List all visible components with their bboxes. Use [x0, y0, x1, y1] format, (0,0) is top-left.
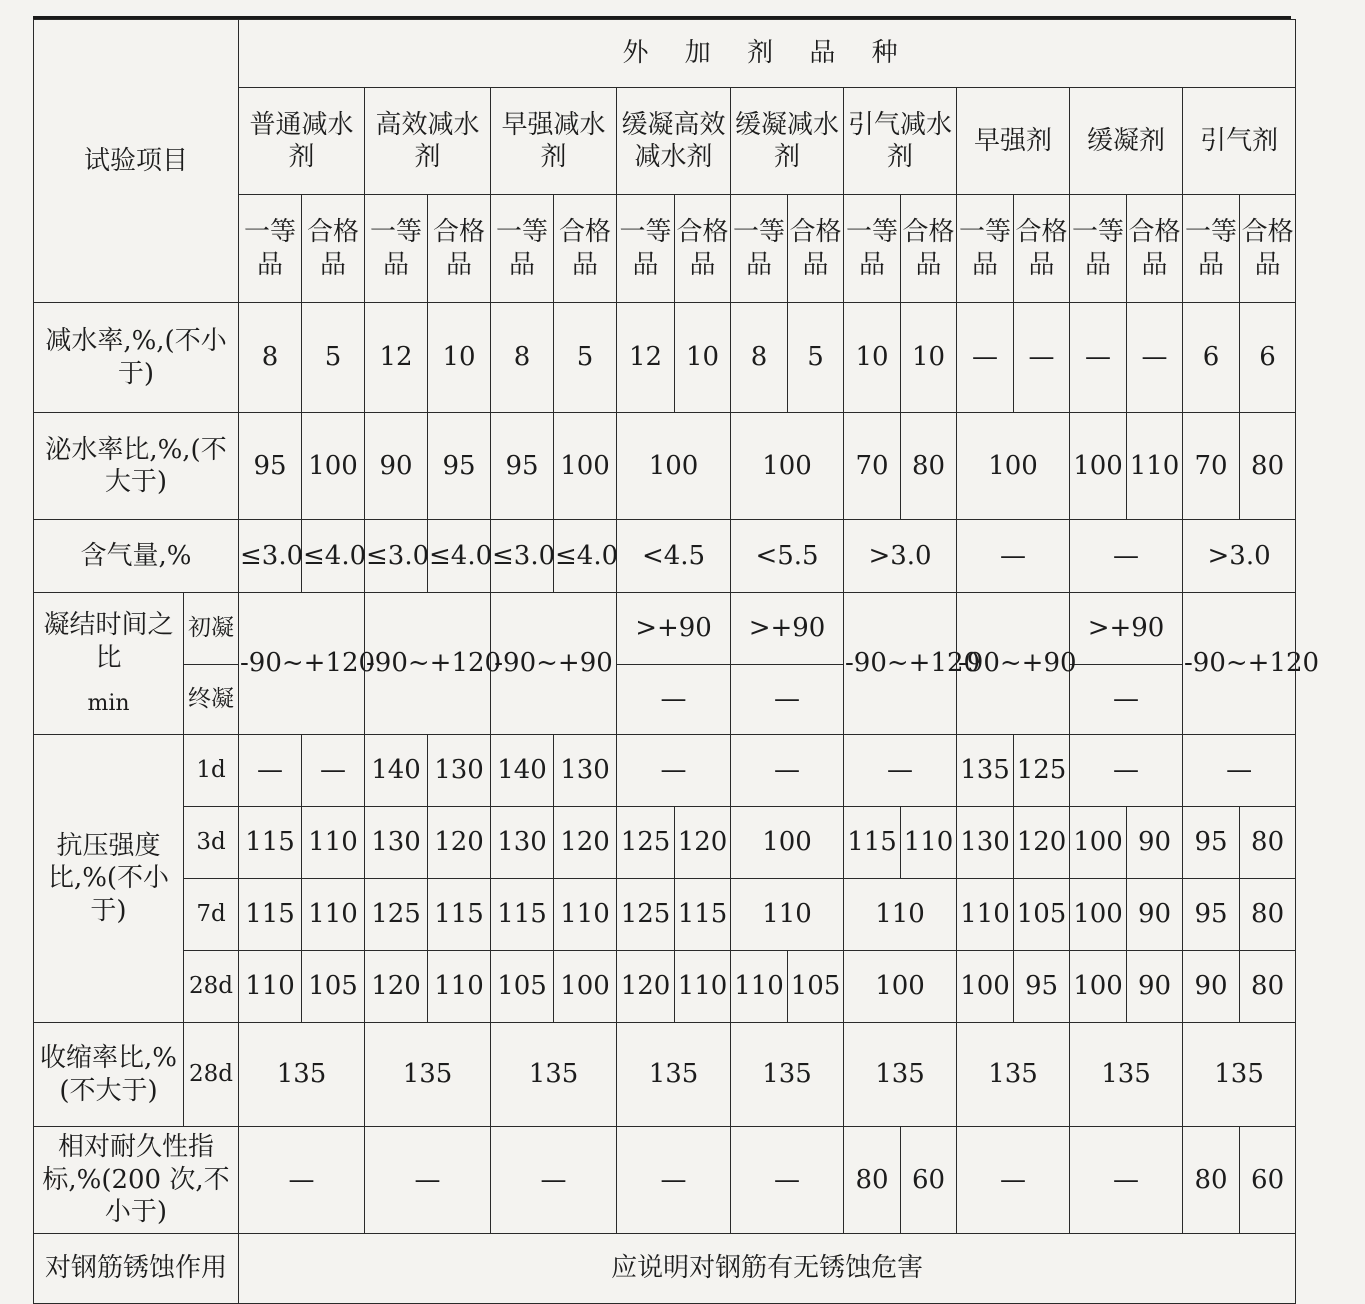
cell: 100 — [731, 413, 844, 520]
cell: 135 — [731, 1023, 844, 1127]
cell: — — [239, 735, 302, 807]
setting-time-label — [34, 593, 184, 735]
cell: 105 — [491, 951, 554, 1023]
cell: 100 — [617, 413, 731, 520]
cell: 135 — [1183, 1023, 1296, 1127]
grade-pass: 合格品 — [302, 195, 365, 303]
cell: 100 — [957, 951, 1014, 1023]
cell: — — [239, 1127, 365, 1234]
age-1d: 1d — [184, 735, 239, 807]
grade-pass: 合格品 — [428, 195, 491, 303]
cell: 8 — [731, 303, 788, 413]
shrinkage-row — [34, 1023, 1296, 1127]
cell: 110 — [554, 879, 617, 951]
cell: 80 — [1240, 413, 1296, 520]
cell: 95 — [491, 413, 554, 520]
cell: 110 — [302, 807, 365, 879]
corrosion-label: 对钢筋锈蚀作用 — [34, 1234, 239, 1304]
cell: — — [617, 665, 731, 735]
cell: 135 — [844, 1023, 957, 1127]
cell: 100 — [1070, 413, 1127, 520]
cell: 140 — [365, 735, 428, 807]
cell: 115 — [239, 879, 302, 951]
corrosion-text: 应说明对钢筋有无锈蚀危害 — [239, 1234, 1296, 1304]
grade-pass: 合格品 — [1014, 195, 1070, 303]
cell: 10 — [844, 303, 901, 413]
type-retarding: 缓凝减水剂 — [731, 88, 844, 195]
cell: 110 — [844, 879, 957, 951]
cell: 95 — [1014, 951, 1070, 1023]
type-accelerator: 早强剂 — [957, 88, 1070, 195]
cell: — — [1070, 735, 1183, 807]
cell: 6 — [1183, 303, 1240, 413]
grade-first: 一等品 — [365, 195, 428, 303]
corrosion-row — [34, 1234, 1296, 1304]
grade-pass: 合格品 — [554, 195, 617, 303]
cell: >3.0 — [844, 520, 957, 593]
grade-first: 一等品 — [1070, 195, 1127, 303]
type-air-entrainer: 引气剂 — [1183, 88, 1296, 195]
cell: — — [957, 1127, 1070, 1234]
cell: 130 — [957, 807, 1014, 879]
setting-time-title: 凝结时间之比 — [43, 610, 174, 673]
cell: 135 — [1070, 1023, 1183, 1127]
cell: 5 — [788, 303, 844, 413]
cell: 120 — [428, 807, 491, 879]
air-content-row — [34, 520, 1296, 593]
cell: -90~+90 — [957, 593, 1070, 735]
cell: 10 — [901, 303, 957, 413]
admixture-spec-table — [33, 19, 1320, 1304]
grade-pass: 合格品 — [901, 195, 957, 303]
cell: -90~+90 — [491, 593, 617, 735]
cell: 70 — [1183, 413, 1240, 520]
cell: 12 — [617, 303, 675, 413]
cell: 105 — [302, 951, 365, 1023]
shrinkage-age: 28d — [184, 1023, 239, 1127]
grade-first: 一等品 — [957, 195, 1014, 303]
grade-first: 一等品 — [1183, 195, 1240, 303]
cell: <5.5 — [731, 520, 844, 593]
cell: ≤4.0 — [428, 520, 491, 593]
cell: 80 — [901, 413, 957, 520]
cell: 100 — [554, 413, 617, 520]
cell: — — [617, 1127, 731, 1234]
cell: 120 — [365, 951, 428, 1023]
cell: 5 — [554, 303, 617, 413]
cell: — — [617, 735, 731, 807]
cell: 115 — [844, 807, 901, 879]
cell: <4.5 — [617, 520, 731, 593]
cell: 135 — [365, 1023, 491, 1127]
cell: -90~+120 — [1183, 593, 1296, 735]
cell: ≤3.0 — [491, 520, 554, 593]
cell: 120 — [554, 807, 617, 879]
cell: 110 — [957, 879, 1014, 951]
bleeding-row — [34, 413, 1296, 520]
cell: — — [1127, 303, 1183, 413]
cell: -90~+120 — [239, 593, 365, 735]
cell: 12 — [365, 303, 428, 413]
cell: — — [957, 303, 1014, 413]
cell: 115 — [239, 807, 302, 879]
cell: 80 — [1240, 807, 1296, 879]
cell: 140 — [491, 735, 554, 807]
cell: 110 — [428, 951, 491, 1023]
cell: 100 — [302, 413, 365, 520]
cell: 100 — [554, 951, 617, 1023]
cell: 135 — [491, 1023, 617, 1127]
cell: >3.0 — [1183, 520, 1296, 593]
cell: -90~+120 — [844, 593, 957, 735]
cell: — — [302, 735, 365, 807]
cell: — — [1070, 520, 1183, 593]
cell: — — [1183, 735, 1296, 807]
cell: 5 — [302, 303, 365, 413]
durability-label: 相对耐久性指标,%(200 次,不小于) — [34, 1127, 239, 1234]
cell: 120 — [675, 807, 731, 879]
cell: 90 — [1127, 951, 1183, 1023]
cell: — — [731, 735, 844, 807]
cell: 120 — [617, 951, 675, 1023]
grade-pass: 合格品 — [1127, 195, 1183, 303]
setting-time-unit: min — [87, 691, 130, 717]
water-reduction-label: 减水率,%,(不小于) — [34, 303, 239, 413]
compressive-label: 抗压强度比,%(不小于) — [34, 735, 184, 1023]
cell: 110 — [731, 951, 788, 1023]
cell: 135 — [957, 735, 1014, 807]
cell: 110 — [901, 807, 957, 879]
cell: 110 — [731, 879, 844, 951]
compressive-28d-row — [34, 951, 1296, 1023]
cell: 105 — [788, 951, 844, 1023]
cell: 80 — [844, 1127, 901, 1234]
cell: 125 — [617, 879, 675, 951]
cell: 100 — [844, 951, 957, 1023]
cell: 130 — [491, 807, 554, 879]
type-air-entraining-reducer: 引气减水剂 — [844, 88, 957, 195]
cell: 115 — [428, 879, 491, 951]
cell: 100 — [957, 413, 1070, 520]
type-ordinary: 普通减水剂 — [239, 88, 365, 195]
cell: 110 — [239, 951, 302, 1023]
cell: 95 — [239, 413, 302, 520]
age-3d: 3d — [184, 807, 239, 879]
type-retarding-high: 缓凝高效减水剂 — [617, 88, 731, 195]
cell: >+90 — [617, 593, 731, 665]
air-content-label: 含气量,% — [34, 520, 239, 593]
initial-set-label: 初凝 — [184, 593, 239, 665]
cell: ≤4.0 — [554, 520, 617, 593]
shrinkage-label: 收缩率比,%(不大于) — [34, 1023, 184, 1127]
cell: 10 — [428, 303, 491, 413]
type-retarder: 缓凝剂 — [1070, 88, 1183, 195]
cell: — — [1070, 1127, 1183, 1234]
bleeding-label: 泌水率比,%,(不大于) — [34, 413, 239, 520]
cell: 60 — [901, 1127, 957, 1234]
cell: 110 — [1127, 413, 1183, 520]
cell: — — [1070, 303, 1127, 413]
cell: 115 — [675, 879, 731, 951]
cell: 100 — [731, 807, 844, 879]
cell: 95 — [428, 413, 491, 520]
water-reduction-row — [34, 303, 1296, 413]
compressive-1d-row — [34, 735, 1296, 807]
cell: 80 — [1240, 951, 1296, 1023]
cell: 90 — [1183, 951, 1240, 1023]
cell: — — [731, 1127, 844, 1234]
cell: 8 — [491, 303, 554, 413]
cell: — — [365, 1127, 491, 1234]
age-7d: 7d — [184, 879, 239, 951]
cell: >+90 — [731, 593, 844, 665]
cell: — — [491, 1127, 617, 1234]
cell: 90 — [1127, 807, 1183, 879]
cell: 95 — [1183, 807, 1240, 879]
cell: 100 — [1070, 807, 1127, 879]
grade-first: 一等品 — [844, 195, 901, 303]
cell: 110 — [302, 879, 365, 951]
cell: 100 — [1070, 879, 1127, 951]
cell: ≤3.0 — [365, 520, 428, 593]
grade-first: 一等品 — [731, 195, 788, 303]
cell: 125 — [1014, 735, 1070, 807]
cell: 125 — [617, 807, 675, 879]
cell: 10 — [675, 303, 731, 413]
type-high-range: 高效减水剂 — [365, 88, 491, 195]
cell: 90 — [365, 413, 428, 520]
cell: 95 — [1183, 879, 1240, 951]
setting-final-row — [34, 665, 1296, 735]
type-early-strength: 早强减水剂 — [491, 88, 617, 195]
cell: — — [1014, 303, 1070, 413]
cell: ≤4.0 — [302, 520, 365, 593]
cell: 130 — [554, 735, 617, 807]
cell: — — [844, 735, 957, 807]
grade-first: 一等品 — [617, 195, 675, 303]
cell: 6 — [1240, 303, 1296, 413]
cell: 80 — [1183, 1127, 1240, 1234]
grade-pass: 合格品 — [675, 195, 731, 303]
cell: 135 — [957, 1023, 1070, 1127]
cell: -90~+120 — [365, 593, 491, 735]
cell: 90 — [1127, 879, 1183, 951]
header-group-title: 外 加 剂 品 种 — [239, 20, 1296, 88]
cell: 130 — [365, 807, 428, 879]
cell: 80 — [1240, 879, 1296, 951]
cell: 135 — [617, 1023, 731, 1127]
age-28d: 28d — [184, 951, 239, 1023]
cell: 110 — [675, 951, 731, 1023]
cell: — — [957, 520, 1070, 593]
cell: ≤3.0 — [239, 520, 302, 593]
grade-first: 一等品 — [239, 195, 302, 303]
cell: 115 — [491, 879, 554, 951]
grade-pass: 合格品 — [1240, 195, 1296, 303]
cell: >+90 — [1070, 593, 1183, 665]
durability-row — [34, 1127, 1296, 1234]
cell: — — [1070, 665, 1183, 735]
cell: 135 — [239, 1023, 365, 1127]
cell: 120 — [1014, 807, 1070, 879]
cell: 60 — [1240, 1127, 1296, 1234]
grade-first: 一等品 — [491, 195, 554, 303]
cell: 100 — [1070, 951, 1127, 1023]
grade-pass: 合格品 — [788, 195, 844, 303]
compressive-7d-row — [34, 879, 1296, 951]
final-set-label: 终凝 — [184, 665, 239, 735]
cell: 8 — [239, 303, 302, 413]
cell: 70 — [844, 413, 901, 520]
compressive-3d-row — [34, 807, 1296, 879]
cell: 125 — [365, 879, 428, 951]
setting-initial-row — [34, 593, 1296, 665]
cell: 105 — [1014, 879, 1070, 951]
cell: 130 — [428, 735, 491, 807]
cell: — — [731, 665, 844, 735]
header-item: 试验项目 — [34, 20, 239, 303]
